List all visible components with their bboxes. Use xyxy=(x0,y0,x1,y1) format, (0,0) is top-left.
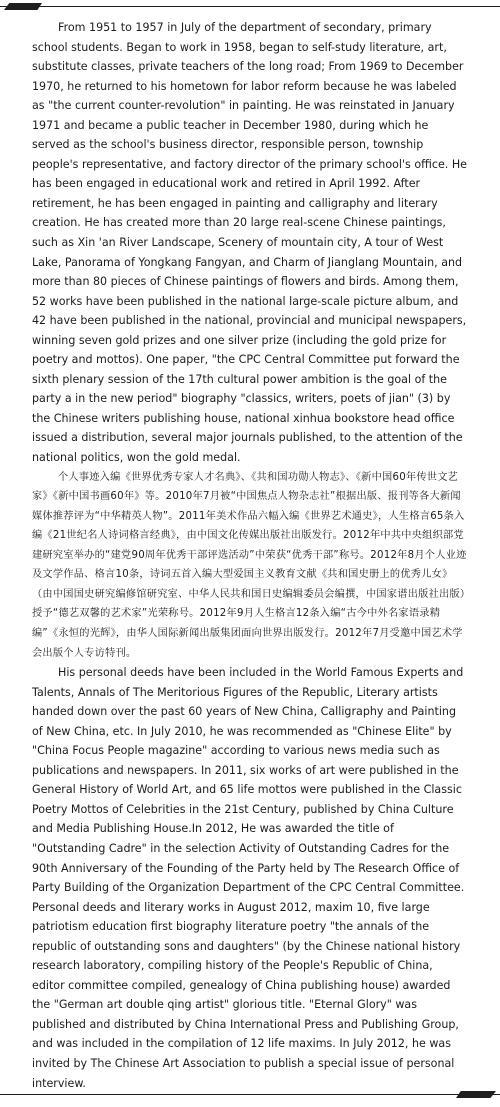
paragraph-honors-english: His personal deeds have been included in the World Famous Experts and Talents, Annals of The Meritorious Figures of the Republic, Literary artists handed down over the past 60 years of New China, Calligraphy and Painting of New China, etc. In July 2010, he was recommended as "Chinese Elite" by "China Focus People magazine" according to various news media such as publications and newspapers. In 2011, six works of art were published in the General History of World Art, and 65 life mottos were published in the Classic Poetry Mottos of Celebrities in the 21st Century, published by China Culture and Media Publishing House.In 2012, He was awarded the title of "Outstanding Cadre" in the selection Activity of Outstanding Cadres for the 90th Anniversary of the Founding of the Party held by The Research Office of Party Building of the Organization Department of the CPC Central Committee. Personal deeds and literary works in August 2012, maxim 10, five large patriotism education first biography literature poetry "the annals of the republic of outstanding sons and daughters" (by the Chinese national history research laboratory, compiling history of the People's Republic of China, editor committee compiled, genealogy of China publishing house) awarded the "German art double qing artist" glorious title. "Eternal Glory" was published and distributed by China International Press and Publishing Group, and was included in the compilation of 12 life maxims. In July 2012, he was invited by The Chinese Art Association to publish a special issue of personal interview. xyxy=(32,666,465,1090)
bottom-corner-tab xyxy=(456,1091,496,1098)
paragraph-career-english: From 1951 to 1957 in July of the department of secondary, primary school students. Began to work in 1958, began to self-study literature, art, substitute classes, private teachers of the long road; From 1969 to December 1970, he returned to his hometown for labor reform because he was labeled as "the current counter-revolution" in painting. He was reinstated in January 1971 and became a public teacher in December 1980, during which he served as the school's business director, responsible person, township people's representative, and factory director of the primary school's office. He has been engaged in educational work and retired in April 1992. After retirement, he has been engaged in painting and calligraphy and literary creation. He has created more than 20 large real-scene Chinese paintings, such as Xin 'an River Landscape, Scenery of mountain city, A tour of West Lake, Panorama of Yongkang Fangyan, and Charm of Jianglang Mountain, and more than 80 pieces of Chinese paintings of flowers and birds. Among them, 52 works have been published in the national large-scale picture album, and 42 have been published in the national, provincial and municipal newspapers, winning seven gold prizes and one silver prize (including the gold prize for poetry and mottos). One paper, "the CPC Central Committee put forward the sixth plenary session of the 17th cultural power ambition is the goal of the party a in the new period" biography "classics, writers, poets of jian" (3) by the Chinese writers publishing house, national xinhua bookstore head office issued a distribution, several major journals published, to the attention of the national politics, won the gold medal. xyxy=(32,21,468,465)
bottom-rule xyxy=(0,1094,500,1095)
document-body xyxy=(32,18,468,1093)
top-corner-tab xyxy=(4,3,42,10)
top-rule xyxy=(0,6,500,7)
paragraph-honors-chinese: 个人事迹入编《世界优秀专家人才名典》、《共和国功勋人物志》、《新中国60年传世文艺家》《新中国书画60年》等。2010年7月被“中国焦点人物杂志社”根据出版、报刊等各大新闻媒体推荐评为“中华精英人物”。2011年美术作品六幅入编《世界艺术通史》，人生格言65条入编《21世纪名人诗词格言经典》，由中国文化传媒出版社出版发行。2012年中共中央组织部党建研究室举办的“建党90周年优秀干部评选活动”中荣获“优秀干部”称号。2012年8月个人业迹及文学作品、格言10条，诗词五首入编大型爱国主义教育文献《共和国史册上的优秀儿女》（由中国国史研究编修馆研究室、中华人民共和国日史编辑委员会编撰，中国家谱出版社出版）授予“德艺双馨的艺术家”光荣称号。2012年9月人生格言12条入编“古今中外名家语录精编”《永恒的光辉》，由华人国际新闻出版集团面向世界出版发行。2012年7月受邀中国艺术学会出版个人专访特刊。 xyxy=(32,471,467,659)
